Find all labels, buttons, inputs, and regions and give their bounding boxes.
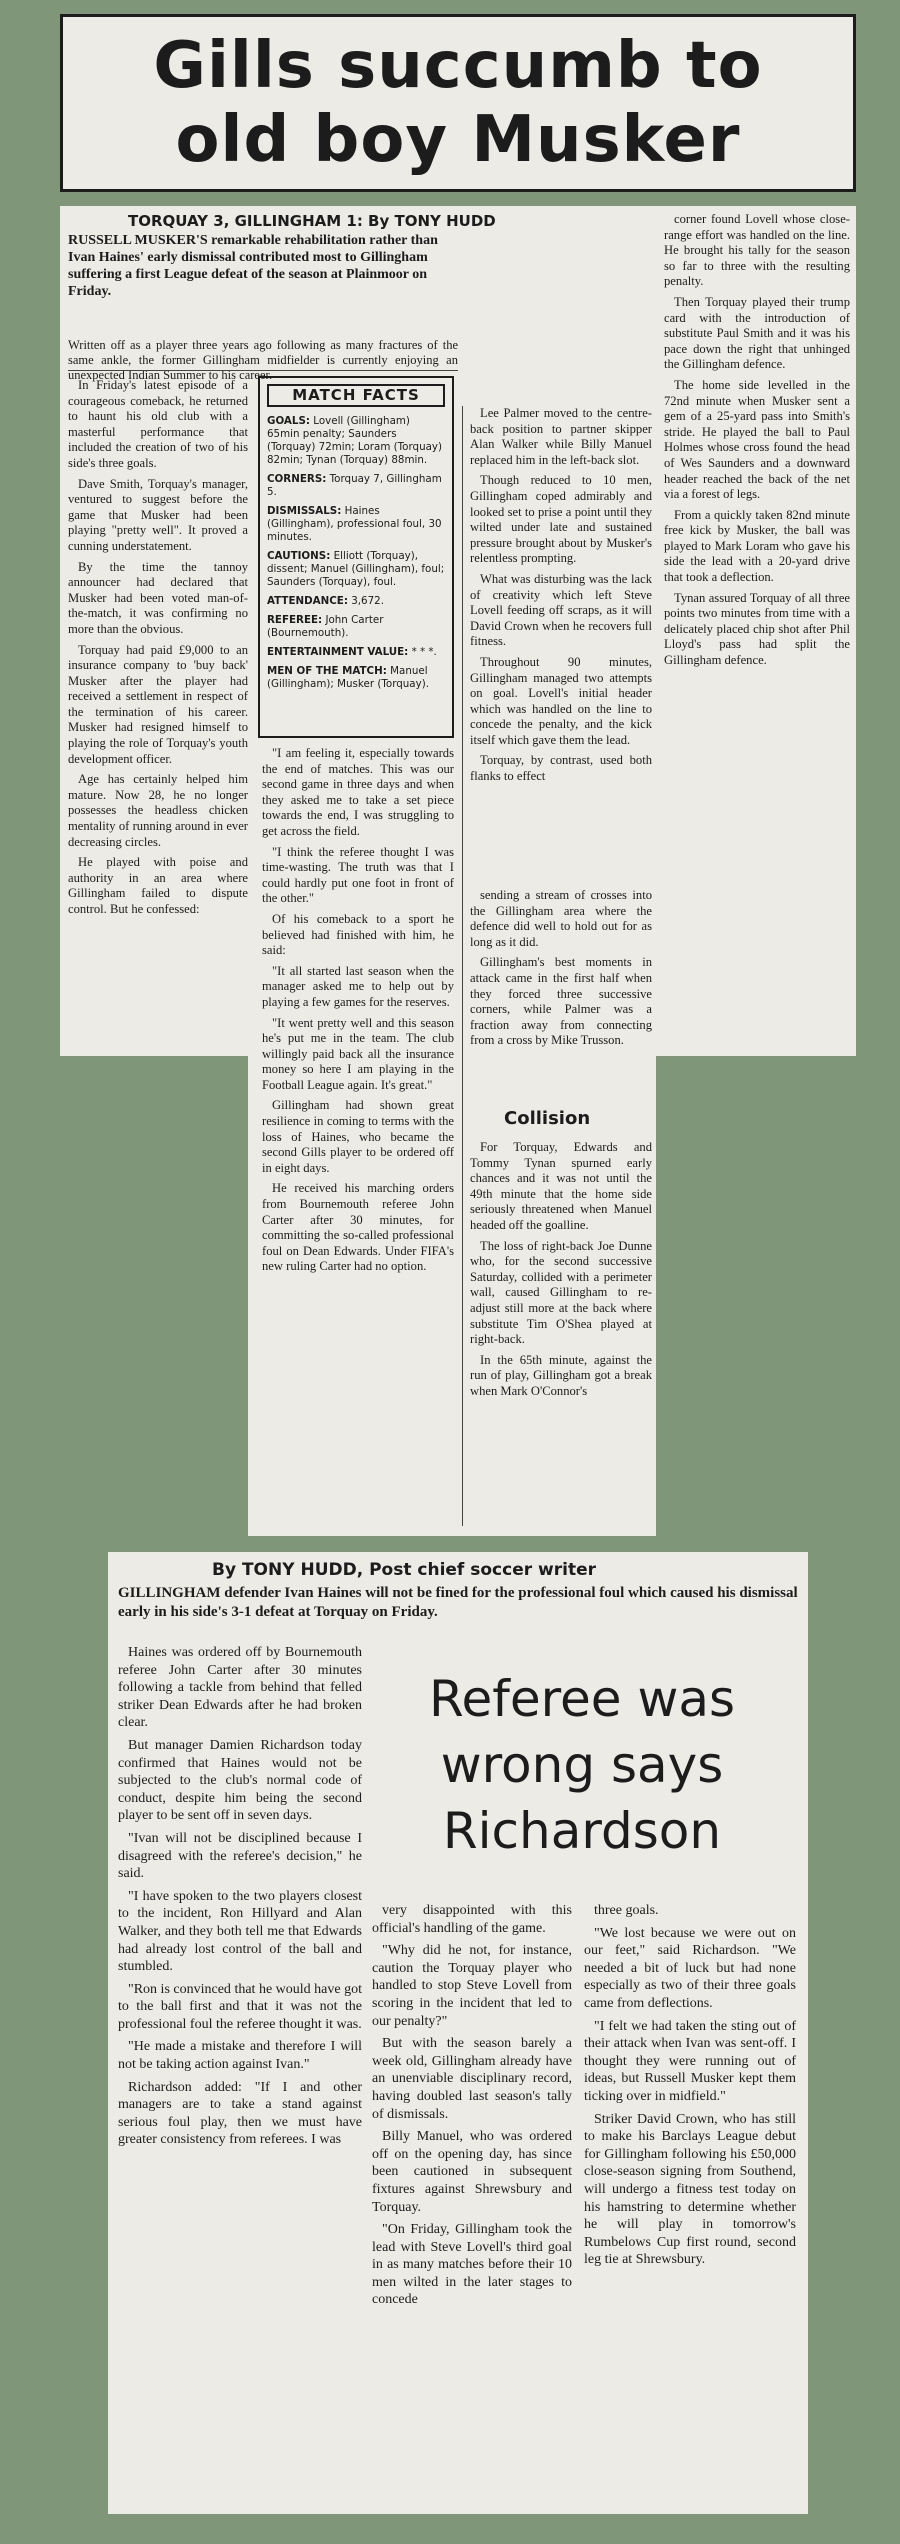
entertainment-value: * * *. xyxy=(411,646,437,658)
paragraph: "Why did he not, for instance, caution the Torquay player who handled to stop Steve Lovell from scoring in the incident that led to our penalty?" xyxy=(372,1943,572,2029)
paragraph: But with the season barely a week old, Gillingham already have an unenviable disciplinary record, having doubled last season's tally of dismissals. xyxy=(372,2036,572,2122)
referee-label: REFEREE: xyxy=(267,614,323,626)
paragraph: "It all started last season when the manager asked me to help out by playing a few games for the reserves. xyxy=(262,963,454,1009)
paragraph: Torquay had paid £9,000 to an insurance company to 'buy back' Musker after the player had received a settlement in respect of the termination of his career. Musker had resigned himself to playing the role of Torquay's youth development officer. xyxy=(68,642,248,766)
paragraph: Gillingham had shown great resilience in coming to terms with the loss of Haines, who became the second Gills player to be ordered off in eight days. xyxy=(262,1098,454,1175)
article-1-byline: TORQUAY 3, GILLINGHAM 1: By TONY HUDD xyxy=(128,212,496,230)
headline-line-1: Gills succumb to xyxy=(153,29,763,103)
paragraph: "Ron is convinced that he would have got to the ball first and that it was not the professional foul the referee thought it was. xyxy=(118,1981,362,2032)
paragraph: Billy Manuel, who was ordered off on the opening day, has since been cautioned in subsequent fixtures against Shrewsbury and Torquay. xyxy=(372,2129,572,2215)
article-2-col-1 xyxy=(118,1644,362,2154)
paragraph: "Ivan will not be disciplined because I disagreed with the referee's decision," he said. xyxy=(118,1830,362,1882)
dismissals-value: Haines (Gillingham), professional foul, 30 minutes. xyxy=(267,505,442,543)
paragraph: He played with poise and authority in an area where Gillingham failed to dispute control. But he confessed: xyxy=(68,855,248,916)
article-1-intro: Written off as a player three years ago following as many fractures of the same ankle, the former Gillingham midfielder is currently enjoying an unexpected Indian Summer to his career. xyxy=(68,338,458,382)
headline-line-3: Richardson xyxy=(442,1802,722,1860)
paragraph: Richardson added: "If I and other managers are to take a stand against serious foul play, then we must have greater consistency from referees. I was xyxy=(118,2079,362,2148)
dismissals-label: DISMISSALS: xyxy=(267,505,342,517)
column-divider xyxy=(462,406,463,1526)
men-of-match-value: Manuel (Gillingham); Musker (Torquay). xyxy=(267,665,430,690)
goals-label: GOALS: xyxy=(267,415,310,427)
attendance-value: 3,672. xyxy=(351,595,384,607)
headline-article-1 xyxy=(60,14,856,192)
paragraph: Lee Palmer moved to the centre-back position to partner skipper Alan Walker while Billy Manuel replaced him in the left-back slot. xyxy=(470,406,652,467)
paragraph: Striker David Crown, who has still to make his Barclays League debut for Gillingham following his £50,000 close-season signing from Southend, will undergo a fitness test today on his hamstring to determine whether he will play in tomorrow's Rumbelows Cup first round, second leg tie at Shrewsbury. xyxy=(584,2111,796,2268)
paragraph: Age has certainly helped him mature. Now 28, he no longer possesses the headless chicken mentality of running around in ever decreasing circles. xyxy=(68,772,248,849)
article-2-col-2 xyxy=(372,1902,572,2314)
corners-value: Torquay 7, Gillingham 5. xyxy=(267,473,442,498)
paragraph: corner found Lovell whose close-range effort was handled on the line. He brought his tally for the season so far to three with the resulting penalty. xyxy=(664,212,850,289)
article-1-col-2 xyxy=(262,746,454,1280)
entertainment-label: ENTERTAINMENT VALUE: xyxy=(267,646,409,658)
paragraph: three goals. xyxy=(594,1903,659,1918)
paragraph: Though reduced to 10 men, Gillingham coped admirably and looked set to prise a point until they wilted under late and sustained pressure brought about by Musker's relentless prompting. xyxy=(470,473,652,566)
paragraph: Throughout 90 minutes, Gillingham managed two attempts on goal. Lovell's initial header which was handled on the line to concede the penalty, and the kick itself which gave them the lead. xyxy=(470,654,652,747)
headline-line-2: wrong says xyxy=(440,1736,724,1794)
article-1-col-3c xyxy=(470,1140,652,1405)
paragraph: "I have spoken to the two players closest to the incident, Ron Hillyard and Alan Walker, and they both tell me that Edwards had already lost control of the ball and stumbled. xyxy=(118,1888,362,1975)
article-2-byline: By TONY HUDD, Post chief soccer writer xyxy=(212,1560,596,1580)
paragraph: "I felt we had taken the sting out of their attack when Ivan was sent-off. I thought they were running out of ideas, but Russell Musker kept them ticking over in midfield." xyxy=(584,2018,796,2104)
headline-line-1: Referee was xyxy=(428,1670,736,1728)
article-1-col-4 xyxy=(664,212,850,674)
article-2-col-3 xyxy=(584,1902,796,2274)
paragraph: What was disturbing was the lack of creativity which left Steve Lovell feeding off scraps, as it will David Crown when he recovers full fitness. xyxy=(470,571,652,649)
paragraph: But manager Damien Richardson today confirmed that Haines would not be subjected to the club's normal code of conduct, despite him being the second player to be sent off in seven days. xyxy=(118,1737,362,1824)
paragraph: "I am feeling it, especially towards the end of matches. This was our second game in three days and when they asked me to take a set piece towards the end, I was struggling to get across the field. xyxy=(262,746,454,838)
collision-subhead: Collision xyxy=(504,1108,591,1129)
referee-value: John Carter (Bournemouth). xyxy=(267,614,384,639)
paragraph: He received his marching orders from Bournemouth referee John Carter after 30 minutes, for committing the so-called professional foul on Dean Edwards. Under FIFA's new ruling Carter had no option. xyxy=(262,1181,454,1274)
paragraph: sending a stream of crosses into the Gillingham area where the defence did well to hold out for as long as it did. xyxy=(470,888,652,949)
paragraph: very disappointed with this official's handling of the game. xyxy=(372,1903,572,1936)
paragraph: Then Torquay played their trump card with the introduction of substitute Paul Smith and it was his pace down the right that unhinged the Gillingham defence. xyxy=(664,294,850,372)
paragraph: "We lost because we were out on our feet," said Richardson. "We needed a bit of luck but had none especially as two of their three goals came from deflections. xyxy=(584,1925,796,2011)
paragraph: The loss of right-back Joe Dunne who, for the second successive Saturday, collided with a perimeter wall, caused Gillingham to re-adjust still more at the back where substitute Tim O'Shea played at right-back. xyxy=(470,1238,652,1347)
cautions-label: CAUTIONS: xyxy=(267,550,331,562)
paragraph: Gillingham's best moments in attack came in the first half when they forced three successive corners, while Palmer was a fraction away from connecting from a cross by Mike Trusson. xyxy=(470,955,652,1048)
paragraph: Of his comeback to a sport he believed had finished with him, he said: xyxy=(262,911,454,958)
men-of-match-label: MEN OF THE MATCH: xyxy=(267,665,387,677)
article-2-headline xyxy=(370,1666,794,1864)
paragraph: "I think the referee thought I was time-wasting. The truth was that I could hardly put one foot in front of the other." xyxy=(262,844,454,906)
paragraph: In Friday's latest episode of a courageous comeback, he returned to haunt his old club with a masterful performance that included the creation of two of his side's three goals. xyxy=(68,378,248,470)
paragraph: Tynan assured Torquay of all three points two minutes from time with a delicately placed chip shot after Phil Lloyd's pass had split the Gillingham defence. xyxy=(664,590,850,668)
match-facts-box xyxy=(258,376,454,738)
paragraph: By the time the tannoy announcer had declared that Musker had been voted man-of-the-match, it was confirming no more than the obvious. xyxy=(68,559,248,636)
headline-line-2: old boy Musker xyxy=(175,103,741,177)
goals-value: Lovell (Gillingham) 65min penalty; Saunders (Torquay) 72min; Loram (Torquay) 82min; Tynan (Torquay) 88min. xyxy=(267,415,443,466)
paragraph: In the 65th minute, against the run of play, Gillingham got a break when Mark O'Connor's xyxy=(470,1352,652,1398)
paragraph: For Torquay, Edwards and Tommy Tynan spurned early chances and it was not until the 49th minute that the home side seriously threatened when Manuel headed off the goalline. xyxy=(470,1140,652,1232)
paragraph: Dave Smith, Torquay's manager, ventured to suggest before the game that Musker had been playing "pretty well". It proved a cunning understatement. xyxy=(68,476,248,553)
paragraph: Haines was ordered off by Bournemouth referee John Carter after 30 minutes following a tackle from behind that felled striker Dean Edwards after he had broken clear. xyxy=(118,1645,362,1731)
article-1-col-3a xyxy=(470,406,652,790)
paragraph: The home side levelled in the 72nd minute when Musker sent a gem of a 25-yard pass into Smith's stride. He played the ball to Paul Holmes whose cross found the head of Wes Saunders and a downward header reached the back of the net via a forest of legs. xyxy=(664,377,850,502)
paragraph: From a quickly taken 82nd minute free kick by Musker, the ball was played to Mark Loram who gave his side the lead with a 20-yard drive that took a deflection. xyxy=(664,507,850,585)
article-1-col-1 xyxy=(68,378,248,923)
corners-label: CORNERS: xyxy=(267,473,327,485)
attendance-label: ATTENDANCE: xyxy=(267,595,348,607)
article-1-lead: RUSSELL MUSKER'S remarkable rehabilitation rather than Ivan Haines' early dismissal contributed most to Gillingham suffering a first League defeat of the season at Plainmoor on Friday. xyxy=(68,233,438,299)
divider xyxy=(68,370,458,371)
article-2-lead: GILLINGHAM defender Ivan Haines will not be fined for the professional foul which caused his dismissal early in his side's 3-1 defeat at Torquay on Friday. xyxy=(118,1585,798,1620)
paragraph: "He made a mistake and therefore I will not be taking action against Ivan." xyxy=(118,2039,362,2073)
cautions-value: Elliott (Torquay), dissent; Manuel (Gillingham), foul; Saunders (Torquay), foul. xyxy=(267,550,445,588)
article-1-col-3b xyxy=(470,888,652,1054)
paragraph: "On Friday, Gillingham took the lead with Steve Lovell's third goal in as many matches before their 10 men wilted in the later stages to concede xyxy=(372,2222,572,2308)
paragraph: "It went pretty well and this season he's put me in the team. The club willingly paid back all the insurance money so here I am playing in the Football League again. It's great." xyxy=(262,1015,454,1092)
match-facts-title: MATCH FACTS xyxy=(267,384,445,407)
paragraph: Torquay, by contrast, used both flanks to effect xyxy=(470,753,652,784)
